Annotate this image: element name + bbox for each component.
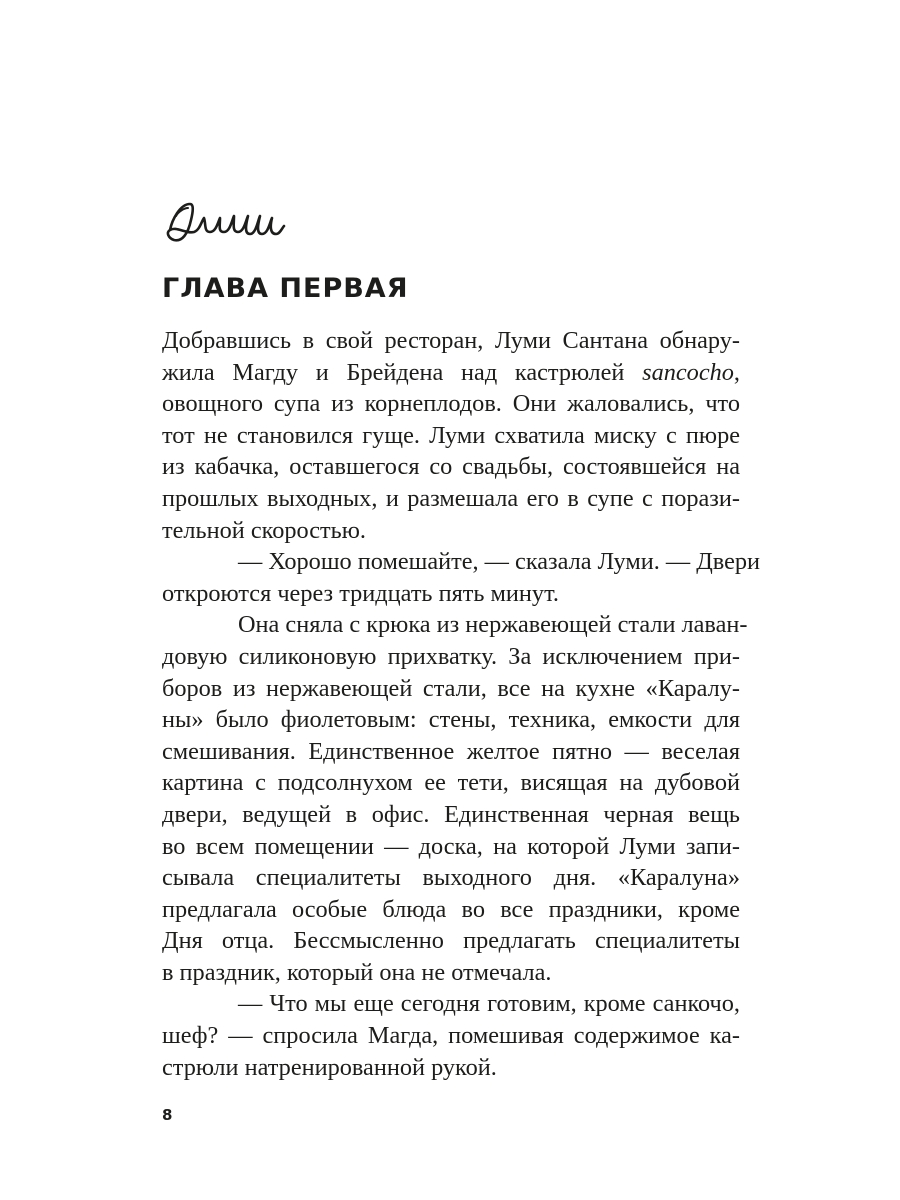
paragraph-3 [162,609,748,988]
text-line: из кабачка, оставшегося со свадьбы, состоявшейся на [162,453,740,481]
text-fragment: жила Магду и Брейдена над кастрюлей [162,358,643,386]
text-line: в праздник, который она не отмечала. [162,958,552,986]
text-line: боров из нержавеющей стали, все на кухне «Каралу- [162,674,740,702]
script-character-name [160,190,460,260]
text-line: смешивания. Единственное желтое пятно — веселая [162,737,740,765]
paragraph-1 [162,325,740,546]
text-line: Добравшись в свой ресторан, Луми Сантана обнару- [162,327,740,354]
text-fragment: , [733,358,740,386]
text-line: тельной скоростью. [162,516,366,544]
text-line: Дня отца. Бессмысленно предлагать специалитеты [162,927,740,955]
text-line: откроются через тридцать пять минут. [162,579,559,607]
text-line: предлагала особые блюда во все праздники, кроме [162,895,740,923]
text-line: двери, ведущей в офис. Единственная черная вещь [162,800,740,828]
text-line: — Что мы еще сегодня готовим, кроме санкочо, [238,990,740,1018]
text-line: довую силиконовую прихватку. За исключением при- [162,642,740,670]
text-line: стрюли натренированной рукой. [162,1053,497,1081]
body-text [162,325,761,1083]
text-line: ны» было фиолетовым: стены, техника, емкости для [162,706,740,734]
text-line: шеф? — спросила Магда, помешивая содержимое ка- [162,1022,740,1050]
italic-term: sancocho [642,358,734,386]
text-line: сывала специалитеты выходного дня. «Каралуна» [162,864,740,892]
text-line [162,357,740,389]
text-line: овощного супа из корнеплодов. Они жаловались, что [162,390,740,418]
handwritten-title-lumi [160,190,460,260]
chapter-heading: ГЛАВА ПЕРВАЯ [162,273,409,304]
page-number: 8 [162,1106,173,1124]
text-line: прошлых выходных, и размешала его в супе с порази- [162,484,740,512]
text-line: Она сняла с крюка из нержавеющей стали лаван- [238,611,748,639]
text-line: — Хорошо помешайте, — сказала Луми. — Двери [238,548,761,576]
paragraph-2 [162,546,761,609]
text-line: во всем помещении — доска, на которой Луми запи- [162,832,740,860]
text-line: картина с подсолнухом ее тети, висящая на дубовой [162,769,740,797]
text-line: тот не становился гуще. Луми схватила миску с пюре [162,421,740,449]
paragraph-4 [162,988,740,1083]
